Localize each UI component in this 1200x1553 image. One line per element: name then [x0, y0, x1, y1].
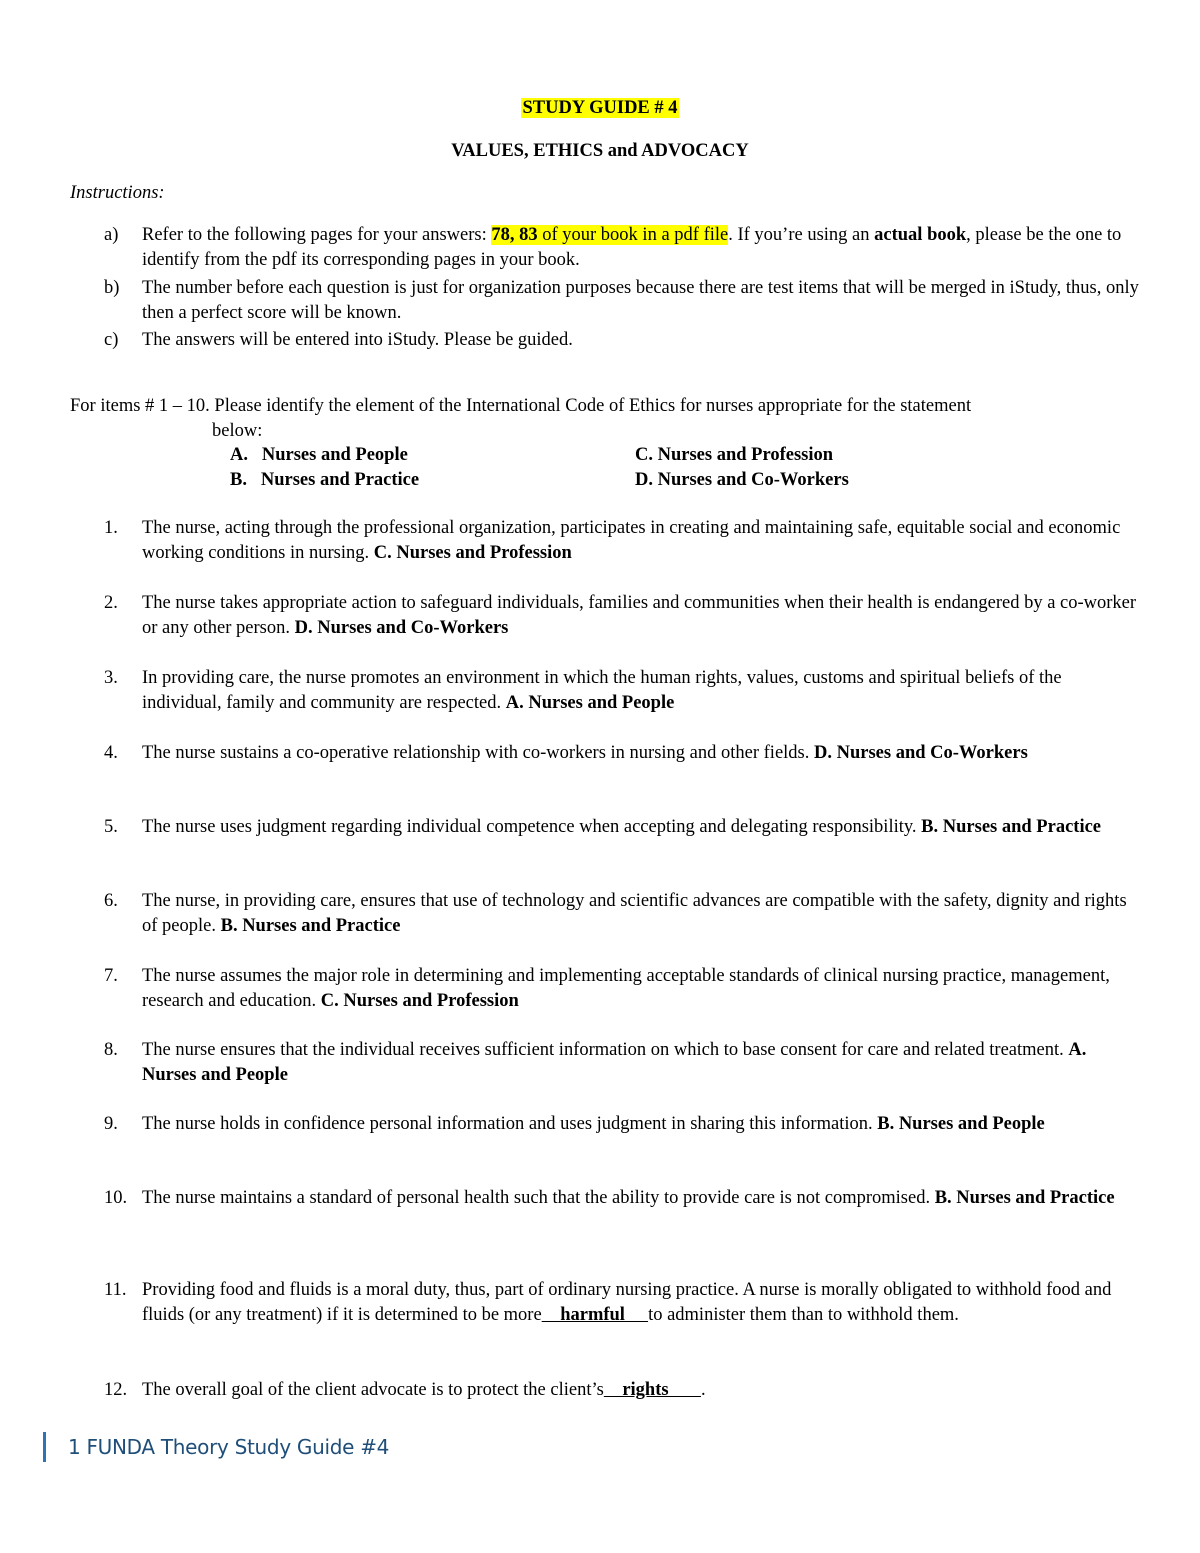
- instruction-marker: a): [104, 225, 119, 245]
- question-text: Providing food and fluids is a moral duty, thus, part of ordinary nursing practice. A nurse is morally obligated to withhold food and fluids (or any treatment) if it is determined to be more harmful to administer them than to withhold them.: [142, 1280, 1112, 1325]
- instruction-text: The answers will be entered into iStudy. Please be guided.: [142, 330, 573, 350]
- question-answer: C. Nurses and Profession: [320, 991, 519, 1011]
- instruction-item: [104, 223, 1144, 273]
- question-item: [104, 1038, 1144, 1088]
- fill-blank-item: [104, 1378, 1144, 1403]
- instruction-text: The number before each question is just for organization purposes because there are test items that will be merged in iStudy, thus, only then a perfect score will be known.: [142, 278, 1139, 323]
- question-item: [104, 591, 1144, 641]
- question-item: [104, 1112, 1144, 1137]
- question-answer: B. Nurses and People: [877, 1114, 1045, 1134]
- question-number: 10.: [104, 1188, 128, 1208]
- question-text: The nurse assumes the major role in determining and implementing acceptable standards of clinical nursing practice, management, research and education. C. Nurses and Profession: [142, 966, 1110, 1011]
- question-text: The nurse uses judgment regarding individual competence when accepting and delegating responsibility. B. Nurses and Practice: [142, 817, 1102, 837]
- question-text: The nurse holds in confidence personal information and uses judgment in sharing this information. B. Nurses and People: [142, 1114, 1045, 1134]
- fill-blank-item: [104, 1278, 1144, 1328]
- question-number: 12.: [104, 1380, 128, 1400]
- page-subtitle: VALUES, ETHICS and ADVOCACY: [451, 141, 749, 161]
- question-answer: C. Nurses and Profession: [373, 543, 572, 563]
- answer-blank: harmful: [541, 1305, 649, 1325]
- question-text: The nurse takes appropriate action to safeguard individuals, families and communities when their health is endangered by a co-worker or any other person. D. Nurses and Co-Workers: [142, 593, 1137, 638]
- page-title: STUDY GUIDE # 4: [522, 98, 678, 118]
- page-footer: 1 FUNDA Theory Study Guide #4: [43, 1432, 389, 1462]
- question-item: [104, 815, 1144, 840]
- question-answer: D. Nurses and Co-Workers: [294, 618, 509, 638]
- question-item: [104, 666, 1144, 716]
- option-d: D. Nurses and Co-Workers: [635, 470, 849, 490]
- instruction-text: Refer to the following pages for your answers: 78, 83 of your book in a pdf file. If you’re using an actual book, please be the one to identify from the pdf its corresponding pages in your book.: [142, 225, 1122, 270]
- question-answer: B. Nurses and Practice: [934, 1188, 1115, 1208]
- instruction-marker: b): [104, 278, 120, 298]
- question-number: 1.: [104, 518, 118, 538]
- question-answer: D. Nurses and Co-Workers: [814, 743, 1028, 763]
- question-number: 3.: [104, 668, 118, 688]
- instruction-item: [104, 328, 1144, 353]
- question-item: [104, 964, 1144, 1014]
- question-number: 4.: [104, 743, 118, 763]
- instruction-item: [104, 276, 1144, 326]
- items-lead-text: For items # 1 – 10. Please identify the element of the International Code of Ethics for nurses appropriate for the statement below:: [70, 396, 972, 441]
- question-item: [104, 741, 1144, 766]
- question-text: The nurse, acting through the professional organization, participates in creating and maintaining safe, equitable social and economic working conditions in nursing. C. Nurses and Profession: [142, 518, 1121, 563]
- question-answer: B. Nurses and Practice: [220, 916, 401, 936]
- question-number: 7.: [104, 966, 118, 986]
- question-item: [104, 516, 1144, 566]
- question-answer: B. Nurses and Practice: [921, 817, 1102, 837]
- option-b: B. Nurses and Practice: [230, 470, 420, 490]
- question-number: 9.: [104, 1114, 118, 1134]
- question-answer: A. Nurses and People: [142, 1040, 1087, 1085]
- question-answer: A. Nurses and People: [505, 693, 675, 713]
- question-text: In providing care, the nurse promotes an environment in which the human rights, values, customs and spiritual beliefs of the individual, family and community are respected. A. Nurses and People: [142, 668, 1062, 713]
- instructions-label: Instructions:: [70, 183, 165, 203]
- question-text: The nurse maintains a standard of personal health such that the ability to provide care is not compromised. B. Nurses and Practice: [142, 1188, 1115, 1208]
- question-text: The nurse sustains a co-operative relationship with co-workers in nursing and other fields. D. Nurses and Co-Workers: [142, 743, 1028, 763]
- option-c: C. Nurses and Profession: [635, 445, 834, 465]
- question-text: The nurse, in providing care, ensures that use of technology and scientific advances are compatible with the safety, dignity and rights of people. B. Nurses and Practice: [142, 891, 1127, 936]
- option-a: A. Nurses and People: [230, 445, 408, 465]
- question-text: The nurse ensures that the individual receives sufficient information on which to base consent for care and related treatment. A. Nurses and People: [142, 1040, 1087, 1085]
- answer-blank: rights: [603, 1380, 701, 1400]
- question-item: [104, 1186, 1144, 1211]
- instruction-marker: c): [104, 330, 119, 350]
- question-number: 5.: [104, 817, 118, 837]
- question-number: 6.: [104, 891, 118, 911]
- question-text: The overall goal of the client advocate is to protect the client’s rights .: [142, 1380, 706, 1400]
- question-item: [104, 889, 1144, 939]
- question-number: 8.: [104, 1040, 118, 1060]
- question-number: 11.: [104, 1280, 127, 1300]
- question-number: 2.: [104, 593, 118, 613]
